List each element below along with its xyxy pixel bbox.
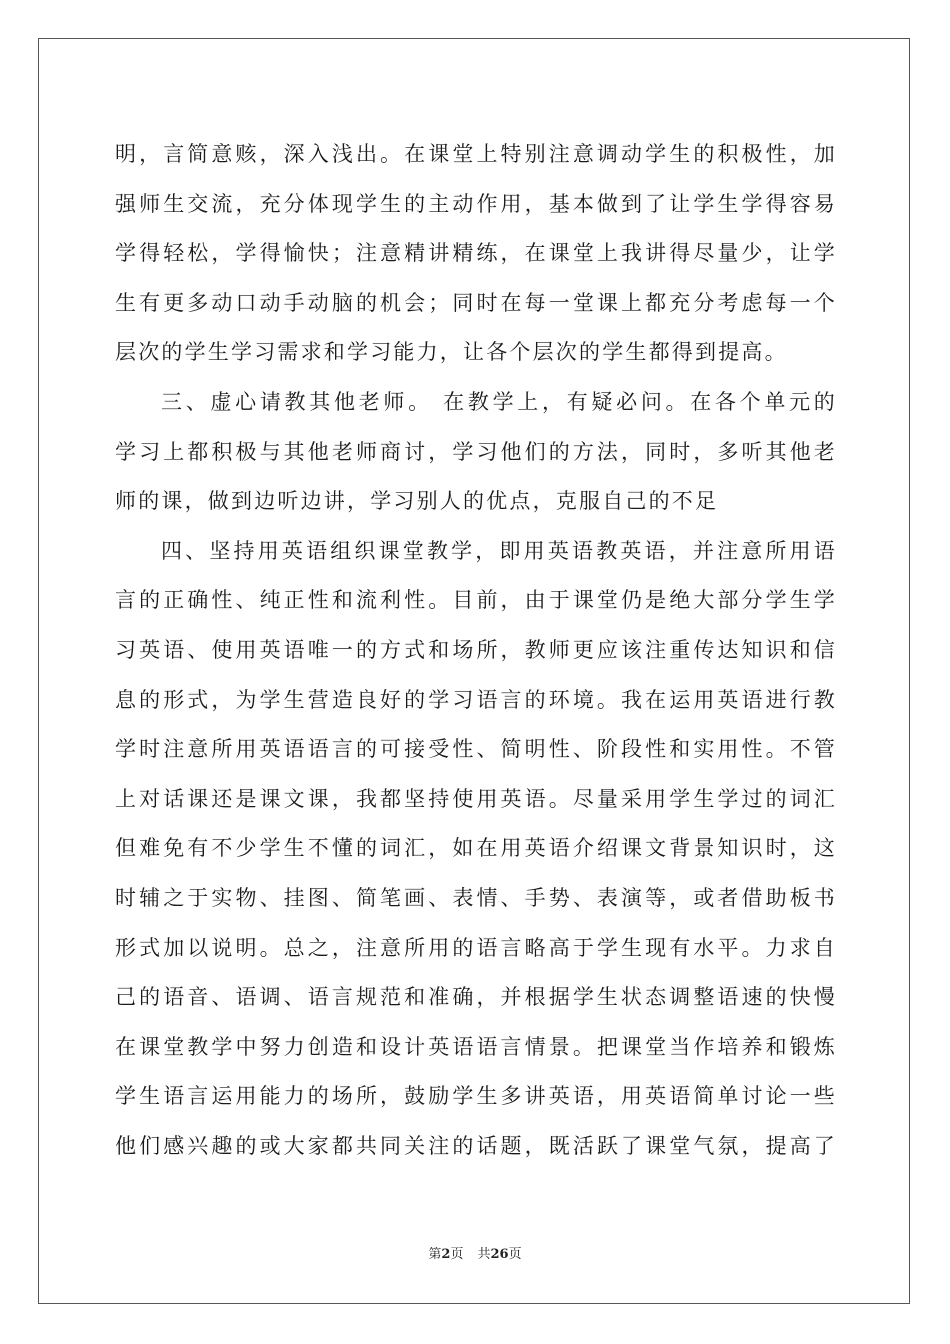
paragraph-heading-line: 四、坚持用英语组织课堂教学，即用英语教英语，并注意所用语 [161,538,837,563]
text-line: 己的语音、语调、语言规范和准确，并根据学生状态调整语速的快慢 [115,985,837,1010]
text-line: 强师生交流，充分体现学生的主动作用，基本做到了让学生学得容易 [115,191,837,216]
text-line: 在课堂教学中努力创造和设计英语语言情景。把课堂当作培养和锻炼 [115,1034,837,1059]
paragraph-heading-line: 三、虚心请教其他老师。 在教学上，有疑必问。在各个单元的 [161,389,837,414]
text-line: 但难免有不少学生不懂的词汇，如在用英语介绍课文背景知识时，这 [115,836,837,861]
text-line: 言的正确性、纯正性和流利性。目前，由于课堂仍是绝大部分学生学 [115,588,837,613]
text-line: 生有更多动口动手动脑的机会；同时在每一堂课上都充分考虑每一个 [115,290,837,315]
page-total: 共26页 [477,1247,522,1262]
text-line: 层次的学生学习需求和学习能力，让各个层次的学生都得到提高。 [115,340,788,365]
text-line: 息的形式，为学生营造良好的学习语言的环境。我在运用英语进行教 [115,687,837,712]
page-number: 第2页 [428,1247,464,1262]
text-line: 学生语言运用能力的场所，鼓励学生多讲英语，用英语简单讨论一些 [115,1084,837,1109]
text-line: 习英语、使用英语唯一的方式和场所，教师更应该注重传达知识和信 [115,637,837,662]
text-line: 学习上都积极与其他老师商讨，学习他们的方法，同时，多听其他老 [115,439,837,464]
text-line: 时辅之于实物、挂图、简笔画、表情、手势、表演等，或者借助板书 [115,885,837,910]
text-line: 形式加以说明。总之，注意所用的语言略高于学生现有水平。力求自 [115,935,837,960]
text-line: 明，言简意赅，深入浅出。在课堂上特别注意调动学生的积极性，加 [115,142,837,166]
text-line: 学得轻松，学得愉快；注意精讲精练，在课堂上我讲得尽量少，让学 [115,241,837,266]
text-line: 师的课，做到边听边讲，学习别人的优点，克服自己的不足 [115,489,719,514]
document-body [115,130,837,1171]
text-line: 他们感兴趣的或大家都共同关注的话题，既活跃了课堂气氛，提高了 [115,1133,837,1158]
page-footer [0,1245,950,1265]
text-line: 上对话课还是课文课，我都坚持使用英语。尽量采用学生学过的词汇 [115,786,837,811]
text-line: 学时注意所用英语语言的可接受性、简明性、阶段性和实用性。不管 [115,737,837,762]
